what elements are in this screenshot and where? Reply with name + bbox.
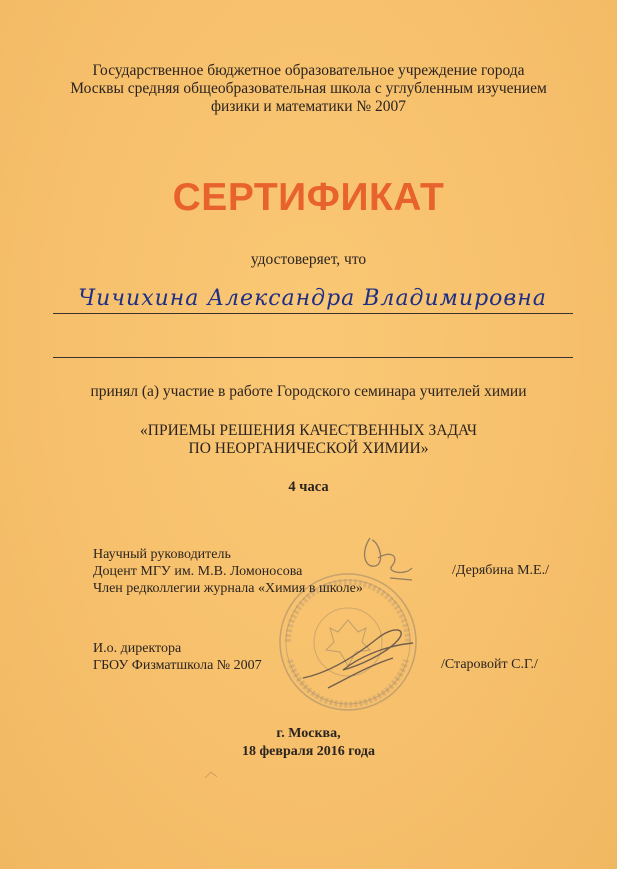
signatory-1-roles bbox=[93, 546, 363, 597]
header-line-1: Государственное бюджетное образовательное учреждение города bbox=[92, 62, 525, 79]
footer bbox=[0, 725, 617, 761]
certifies-text: удостоверяет, что bbox=[250, 251, 367, 268]
seminar-title bbox=[0, 422, 617, 458]
footer-city: г. Москва, bbox=[276, 726, 341, 741]
signatory-2-name: /Старовойт С.Г./ bbox=[441, 657, 538, 672]
hours-count: 4 часа bbox=[288, 479, 329, 495]
signature-starovoyt bbox=[298, 618, 418, 693]
paper-mark bbox=[204, 770, 218, 780]
recipient-name: Чичихина Александра Владимировна bbox=[78, 286, 547, 311]
signatory-1-role-2: Доцент МГУ им. М.В. Ломоносова bbox=[93, 564, 303, 579]
header-line-3: физики и математики № 2007 bbox=[210, 98, 407, 115]
signatory-2-role-1: И.о. директора bbox=[93, 641, 182, 656]
header-line-2: Москвы средняя общеобразовательная школа с углубленным изучением bbox=[70, 80, 547, 97]
seminar-title-line-2: ПО НЕОРГАНИЧЕСКОЙ ХИМИИ» bbox=[188, 440, 429, 457]
signatory-1-role-3: Член редколлегии журнала «Химия в школе» bbox=[93, 581, 363, 596]
footer-date: 18 февраля 2016 года bbox=[242, 744, 375, 759]
signatory-1-role-1: Научный руководитель bbox=[93, 547, 231, 562]
signatory-2-role-2: ГБОУ Физматшкола № 2007 bbox=[93, 658, 262, 673]
second-underline bbox=[53, 357, 573, 358]
certificate-title: СЕРТИФИКАТ bbox=[172, 176, 445, 219]
signatory-1-name: /Дерябина М.Е./ bbox=[452, 563, 549, 578]
seminar-title-line-1: «ПРИЕМЫ РЕШЕНИЯ КАЧЕСТВЕННЫХ ЗАДАЧ bbox=[140, 422, 477, 439]
signatory-2-roles bbox=[93, 640, 262, 674]
name-underline bbox=[53, 313, 573, 314]
institution-header bbox=[30, 62, 587, 116]
participation-text: принял (а) участие в работе Городского семинара учителей химии bbox=[90, 383, 527, 400]
